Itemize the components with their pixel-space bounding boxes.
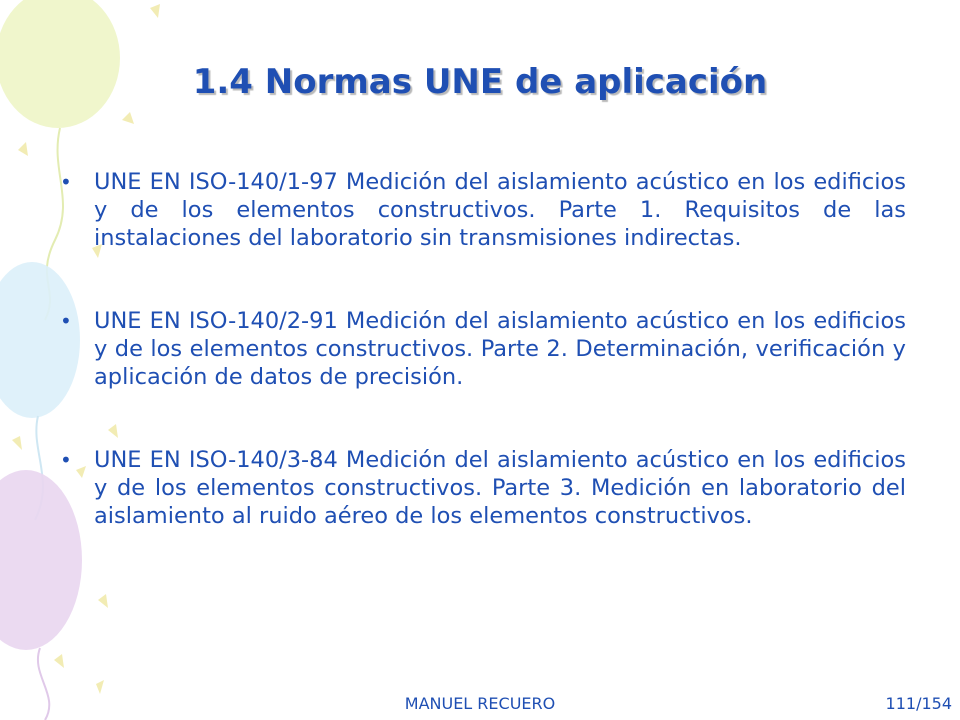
bullet-item	[60, 446, 906, 530]
bullet-item	[60, 168, 906, 252]
bullet-dot-icon: •	[60, 309, 72, 333]
bullet-text: UNE EN ISO-140/1-97 Medición del aislamiento acústico en los edificios y de los elementos constructivos. Parte 1. Requisitos de las instalaciones del laboratorio sin transmisiones indirectas.	[94, 169, 906, 251]
bullet-dot-icon: •	[60, 170, 72, 194]
bullet-text: UNE EN ISO-140/2-91 Medición del aislamiento acústico en los edificios y de los elementos constructivos. Parte 2. Determinación, verificación y aplicación de datos de precisión.	[94, 308, 906, 390]
footer-author: MANUEL RECUERO	[404, 694, 556, 713]
yellow-balloon	[0, 0, 120, 128]
slide-title: 1.4 Normas UNE de aplicación	[192, 62, 768, 102]
bullet-text: UNE EN ISO-140/3-84 Medición del aislamiento acústico en los edificios y de los elementos constructivos. Parte 3. Medición en laboratorio del aislamiento al ruido aéreo de los elementos constructivos.	[94, 447, 906, 529]
page-number: 111/154	[885, 694, 952, 713]
purple-balloon-string	[38, 648, 49, 720]
bullet-dot-icon: •	[60, 448, 72, 472]
bullet-item	[60, 307, 906, 391]
bullet-list	[60, 168, 906, 530]
